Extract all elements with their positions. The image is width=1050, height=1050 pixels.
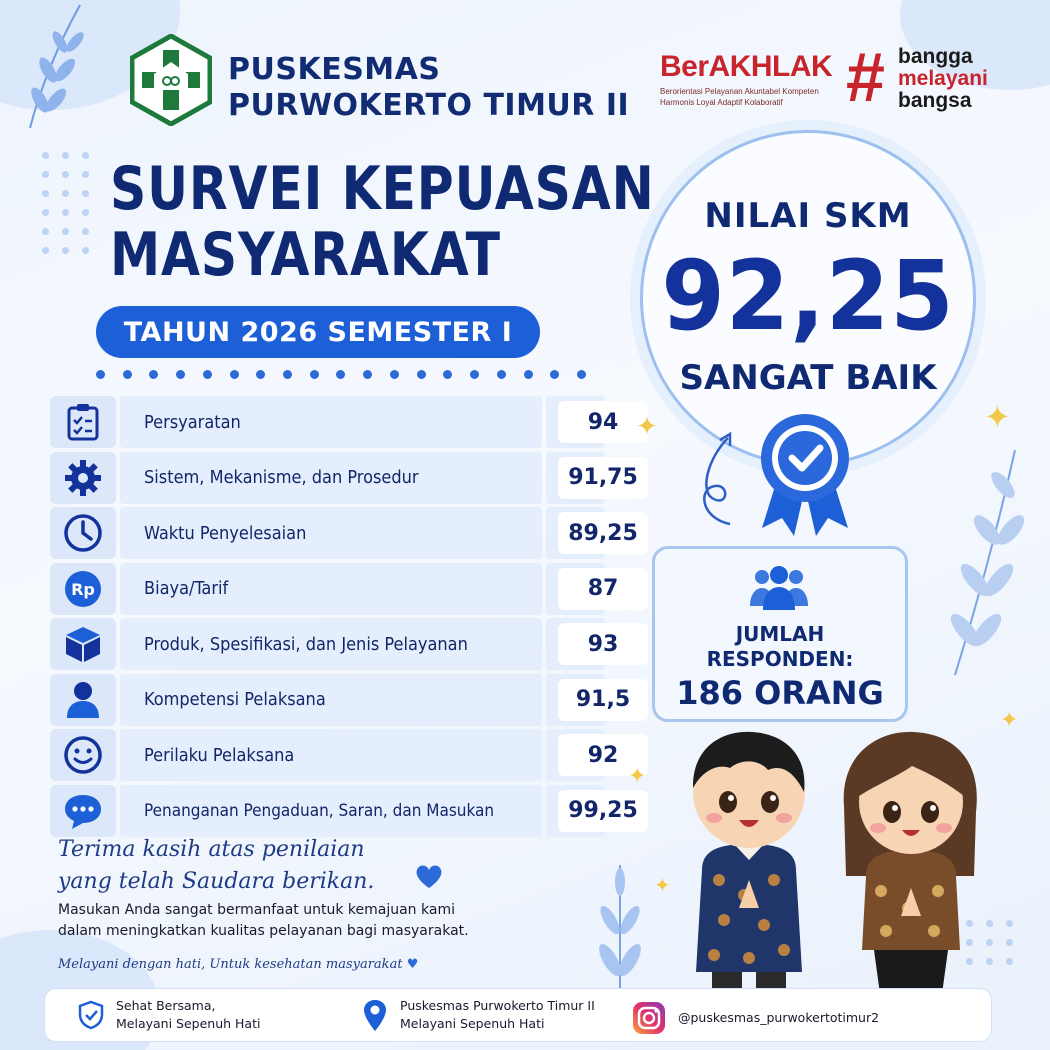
berakhlak-subtitle-2: Harmonis Loyal Adaptif Kolaboratif	[660, 98, 783, 107]
leaf-decoration	[580, 860, 660, 990]
svg-text:Rp: Rp	[71, 579, 95, 599]
berakhlak-subtitle-1: Berorientasi Pelayanan Akuntabel Kompeten	[660, 87, 819, 96]
indicator-label: Biaya/Tarif	[120, 563, 542, 615]
chat-icon	[62, 791, 104, 831]
footer-slogan-line1: Sehat Bersama,	[116, 998, 216, 1013]
footer-item-slogan	[78, 997, 260, 1033]
bangga-text-3: bangsa	[898, 89, 972, 112]
period-badge: TAHUN 2026 SEMESTER I	[96, 306, 540, 358]
indicator-label: Penanganan Pengaduan, Saran, dan Masukan	[120, 785, 542, 837]
indicator-label: Produk, Spesifikasi, dan Jenis Pelayanan	[120, 618, 542, 670]
berakhlak-logo	[660, 50, 840, 108]
respondents-label-2: RESPONDEN:	[706, 647, 854, 671]
puskesmas-logo	[130, 34, 212, 126]
location-pin-icon	[362, 998, 388, 1032]
indicator-value: 93	[558, 623, 648, 665]
group-icon	[748, 564, 810, 610]
heart-icon: ♥	[406, 957, 419, 972]
leaf-decoration	[925, 440, 1035, 680]
indicator-label: Persyaratan	[120, 396, 542, 448]
indicator-label: Sistem, Mekanisme, dan Prosedur	[120, 452, 542, 504]
indicator-row	[50, 563, 619, 615]
indicator-row	[50, 618, 619, 670]
feedback-note-line2: dalam meningkatkan kualitas pelayanan bagi masyarakat.	[58, 923, 469, 939]
boy-character-illustration	[664, 720, 834, 1000]
hashtag-icon: #	[846, 38, 885, 116]
score-label: NILAI SKM	[704, 196, 912, 236]
indicator-value: 87	[558, 568, 648, 610]
footer-item-location	[362, 997, 595, 1033]
clinic-name	[228, 52, 629, 124]
respondents-label-1: JUMLAH	[735, 622, 825, 646]
clock-icon	[63, 513, 103, 553]
thank-you-message	[58, 834, 374, 898]
smile-icon	[63, 735, 103, 775]
sparkle-icon: ✦	[1000, 708, 1019, 733]
sparkle-icon: ✦	[628, 764, 647, 789]
instagram-icon[interactable]	[632, 1001, 666, 1035]
person-icon	[65, 680, 101, 720]
indicator-label: Perilaku Pelaksana	[120, 729, 542, 781]
shield-icon	[78, 1000, 104, 1030]
sparkle-icon: ✦	[654, 873, 671, 897]
indicator-row	[50, 729, 619, 781]
title-line1: SURVEI KEPUASAN	[110, 154, 655, 224]
dot-pattern	[42, 152, 90, 254]
indicator-label: Kompetensi Pelaksana	[120, 674, 542, 726]
bangga-melayani-bangsa-logo	[846, 38, 1016, 118]
clipboard-icon	[66, 403, 100, 441]
heart-icon	[414, 862, 444, 890]
indicator-row	[50, 785, 638, 837]
indicator-value: 91,5	[558, 679, 648, 721]
feedback-note	[58, 900, 528, 942]
sparkle-icon: ✦	[636, 412, 658, 442]
feedback-note-line1: Masukan Anda sangat bermanfaat untuk kemajuan kami	[58, 902, 455, 918]
clinic-name-line2: PURWOKERTO TIMUR II	[228, 88, 630, 123]
bangga-text-2: melayani	[898, 67, 988, 90]
indicator-value: 89,25	[558, 512, 648, 554]
footer-item-instagram[interactable]	[632, 1001, 879, 1035]
thank-you-line1: Terima kasih atas penilaian	[58, 837, 365, 862]
respondents-value: 186 ORANG	[676, 674, 884, 712]
indicator-value: 94	[558, 401, 648, 443]
indicator-row	[50, 396, 619, 448]
sparkle-icon: ✦	[984, 398, 1011, 436]
indicator-label: Waktu Penyelesaian	[120, 507, 542, 559]
indicator-value: 91,75	[558, 457, 648, 499]
indicator-row	[50, 507, 638, 559]
indicator-value: 99,25	[558, 790, 648, 832]
indicator-row	[50, 452, 638, 504]
indicator-table	[50, 396, 638, 840]
footer-location-line2: Melayani Sepenuh Hati	[400, 1016, 545, 1031]
indicator-row	[50, 674, 631, 726]
berakhlak-title: BerAKHLAK	[660, 50, 833, 83]
footer-location-line1: Puskesmas Purwokerto Timur II	[400, 998, 595, 1013]
indicator-value: 92	[558, 734, 648, 776]
respondents-label	[652, 622, 908, 672]
thank-you-line2: yang telah Saudara berikan.	[58, 869, 375, 894]
title-line2: MASYARAKAT	[110, 220, 501, 290]
leaf-decoration	[10, 0, 90, 130]
tagline	[58, 957, 418, 972]
check-badge-icon	[750, 408, 860, 536]
instagram-handle[interactable]: @puskesmas_purwokertotimur2	[678, 1010, 880, 1025]
rupiah-icon	[63, 569, 103, 609]
footer-slogan-line2: Melayani Sepenuh Hati	[116, 1016, 261, 1031]
clinic-name-line1: PUSKESMAS	[228, 52, 441, 87]
page-title	[110, 156, 655, 288]
dot-divider	[96, 370, 586, 379]
box-icon	[63, 624, 103, 664]
score-value: 92,25	[661, 240, 955, 352]
score-category: SANGAT BAIK	[679, 358, 937, 398]
tagline-text: Melayani dengan hati, Untuk kesehatan masyarakat	[58, 957, 403, 972]
gear-icon	[64, 459, 102, 497]
bangga-text-1: bangga	[898, 45, 973, 68]
